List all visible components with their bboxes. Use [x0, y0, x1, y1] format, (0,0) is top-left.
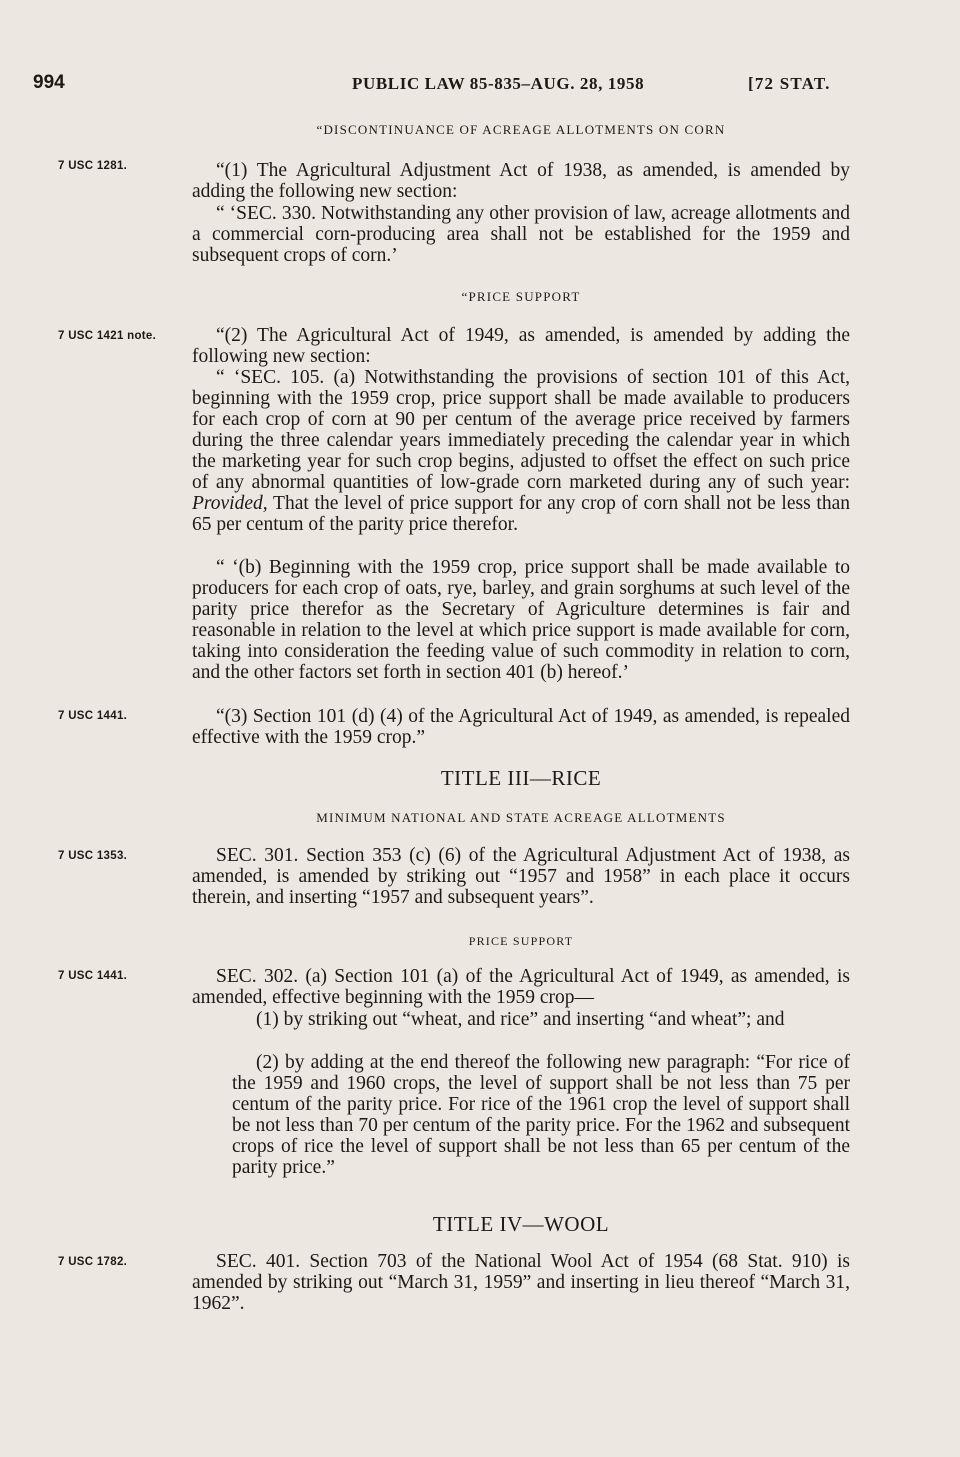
proviso-italic: Provided,	[192, 493, 268, 514]
paragraph-text: “ ‘SEC. 105. (a) Notwithstanding the provisions of section 101 of this Act, beginning with the 1959 crop, price support shall be made available to producers for each crop of corn at 90 per centum of the average price received by farmers during the three calendar years immediately preceding the calendar year in which the marketing year for such crop begins, adjusted to offset the effect on such price of any abnormal quantities of low-grade corn marketed during any of such year:	[192, 367, 850, 493]
paragraph: “(1) The Agricultural Adjustment Act of 1938, as amended, is amended by adding the following new section:	[192, 160, 850, 202]
paragraph-item: (2) by adding at the end thereof the following new paragraph: “For rice of the 1959 and 1960 crops, the level of support shall be not less than 75 per centum of the parity price. For rice of the 1961 crop the level of support shall be not less than 70 per centum of the parity price. For the 1962 and subsequent crops of rice the level of support shall be not less than 65 per centum of the parity price.”	[232, 1052, 850, 1178]
paragraph-text: That the level of price support for any crop of corn shall not be less than 65 per centum of the parity price therefor.	[192, 493, 850, 535]
paragraph: “(2) The Agricultural Act of 1949, as amended, is amended by adding the following new section:	[192, 325, 850, 367]
paragraph-item: (1) by striking out “wheat, and rice” and inserting “and wheat”; and	[256, 1009, 785, 1030]
margin-citation: 7 USC 1281.	[58, 160, 128, 172]
paragraph: SEC. 301. Section 353 (c) (6) of the Agricultural Adjustment Act of 1938, as amended, is amended by striking out “1957 and 1958” in each place it occurs therein, and inserting “1957 and subsequent years”.	[192, 845, 850, 908]
paragraph: SEC. 401. Section 703 of the National Wool Act of 1954 (68 Stat. 910) is amended by striking out “March 31, 1959” and inserting in lieu thereof “March 31, 1962”.	[192, 1251, 850, 1314]
section-heading-corn-allotments: “DISCONTINUANCE OF ACREAGE ALLOTMENTS ON CORN	[316, 122, 726, 137]
page-number: 994	[33, 72, 65, 93]
paragraph: “ ‘(b) Beginning with the 1959 crop, price support shall be made available to producers for each crop of oats, rye, barley, and grain sorghums at such level of the parity price therefor as the Secretary of Agriculture determines is fair and reasonable in relation to the level at which price support is made available for corn, taking into consideration the feeding value of such commodity in relation to corn, and the other factors set forth in section 401 (b) hereof.’	[192, 557, 850, 683]
section-heading-price-support: “PRICE SUPPORT	[461, 289, 581, 304]
margin-citation: 7 USC 1421 note.	[58, 330, 157, 342]
page-header	[0, 72, 960, 102]
paragraph: “(3) Section 101 (d) (4) of the Agricultural Act of 1949, as amended, is repealed effective with the 1959 crop.”	[192, 706, 850, 748]
title-heading: TITLE IV—WOOL	[432, 1212, 610, 1236]
margin-citation: 7 USC 1353.	[58, 850, 128, 862]
paragraph: SEC. 302. (a) Section 101 (a) of the Agricultural Act of 1949, as amended, is amended, effective beginning with the 1959 crop—	[192, 966, 850, 1008]
title-heading: TITLE III—RICE	[440, 766, 602, 790]
paragraph: “ ‘SEC. 330. Notwithstanding any other provision of law, acreage allotments and a commercial corn-producing area shall not be established for the 1959 and subsequent crops of corn.’	[192, 203, 850, 266]
running-head: PUBLIC LAW 85-835–AUG. 28, 1958	[352, 74, 645, 93]
section-heading-price-support: PRICE SUPPORT	[468, 934, 574, 948]
margin-citation: 7 USC 1441.	[58, 970, 128, 982]
section-heading-acreage-allotments: MINIMUM NATIONAL AND STATE ACREAGE ALLOTMENTS	[316, 810, 726, 825]
statute-volume: [72 STAT.	[748, 74, 831, 93]
margin-citation: 7 USC 1441.	[58, 710, 128, 722]
margin-citation: 7 USC 1782.	[58, 1256, 128, 1268]
paragraph	[192, 367, 850, 535]
